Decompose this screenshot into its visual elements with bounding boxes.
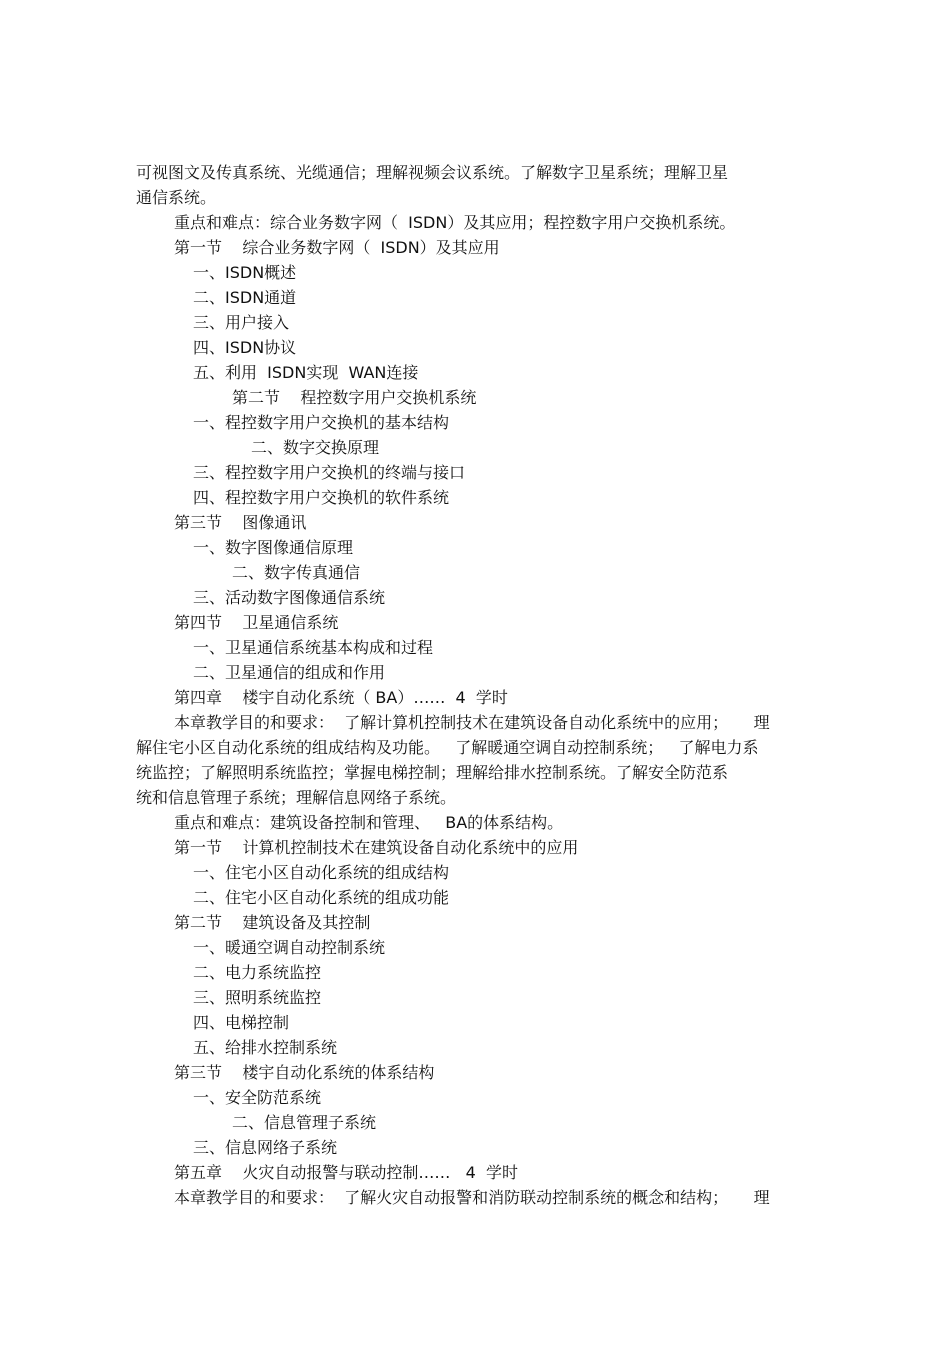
list-item: 四、电梯控制 bbox=[193, 1013, 290, 1032]
section-heading: 第二节 建筑设备及其控制 bbox=[174, 913, 371, 932]
list-item: 三、程控数字用户交换机的终端与接口 bbox=[193, 463, 466, 482]
list-item: 二、卫星通信的组成和作用 bbox=[193, 663, 386, 682]
list-item: 一、程控数字用户交换机的基本结构 bbox=[193, 413, 450, 432]
paragraph-line: 解住宅小区自动化系统的组成结构及功能。 了解暖通空调自动控制系统； 了解电力系 bbox=[136, 738, 759, 757]
list-item: 二、信息管理子系统 bbox=[232, 1113, 377, 1132]
paragraph-line: 通信系统。 bbox=[136, 188, 217, 207]
list-item: 二、ISDN通道 bbox=[193, 288, 297, 307]
list-item: 五、利用 ISDN实现 WAN连接 bbox=[193, 363, 419, 382]
chapter-heading: 第四章 楼宇自动化系统（ BA）…… 4 学时 bbox=[174, 688, 508, 707]
section-heading: 第三节 楼宇自动化系统的体系结构 bbox=[174, 1063, 435, 1082]
section-heading: 第一节 计算机控制技术在建筑设备自动化系统中的应用 bbox=[174, 838, 579, 857]
section-heading: 第二节 程控数字用户交换机系统 bbox=[232, 388, 477, 407]
section-heading: 第三节 图像通讯 bbox=[174, 513, 307, 532]
list-item: 一、ISDN概述 bbox=[193, 263, 297, 282]
paragraph-line: 本章教学目的和要求： 了解火灾自动报警和消防联动控制系统的概念和结构； 理 bbox=[174, 1188, 770, 1207]
paragraph-line: 本章教学目的和要求： 了解计算机控制技术在建筑设备自动化系统中的应用； 理 bbox=[174, 713, 770, 732]
key-points-line: 重点和难点：建筑设备控制和管理、 BA的体系结构。 bbox=[174, 813, 564, 832]
paragraph-line: 可视图文及传真系统、光缆通信；理解视频会议系统。了解数字卫星系统；理解卫星 bbox=[136, 163, 729, 182]
key-points-line: 重点和难点：综合业务数字网（ ISDN）及其应用；程控数字用户交换机系统。 bbox=[174, 213, 736, 232]
section-heading: 第一节 综合业务数字网（ ISDN）及其应用 bbox=[174, 238, 500, 257]
chapter-heading: 第五章 火灾自动报警与联动控制…… 4 学时 bbox=[174, 1163, 518, 1182]
list-item: 四、ISDN协议 bbox=[193, 338, 297, 357]
list-item: 三、信息网络子系统 bbox=[193, 1138, 338, 1157]
list-item: 三、活动数字图像通信系统 bbox=[193, 588, 386, 607]
list-item: 二、数字交换原理 bbox=[251, 438, 380, 457]
paragraph-line: 统和信息管理子系统；理解信息网络子系统。 bbox=[136, 788, 457, 807]
list-item: 二、电力系统监控 bbox=[193, 963, 322, 982]
list-item: 一、数字图像通信原理 bbox=[193, 538, 354, 557]
list-item: 一、安全防范系统 bbox=[193, 1088, 322, 1107]
list-item: 四、程控数字用户交换机的软件系统 bbox=[193, 488, 450, 507]
list-item: 三、照明系统监控 bbox=[193, 988, 322, 1007]
section-heading: 第四节 卫星通信系统 bbox=[174, 613, 339, 632]
list-item: 二、住宅小区自动化系统的组成功能 bbox=[193, 888, 450, 907]
list-item: 一、住宅小区自动化系统的组成结构 bbox=[193, 863, 450, 882]
paragraph-line: 统监控；了解照明系统监控；掌握电梯控制；理解给排水控制系统。了解安全防范系 bbox=[136, 763, 729, 782]
list-item: 二、数字传真通信 bbox=[232, 563, 361, 582]
list-item: 三、用户接入 bbox=[193, 313, 290, 332]
list-item: 一、卫星通信系统基本构成和过程 bbox=[193, 638, 434, 657]
list-item: 五、给排水控制系统 bbox=[193, 1038, 338, 1057]
list-item: 一、暖通空调自动控制系统 bbox=[193, 938, 386, 957]
